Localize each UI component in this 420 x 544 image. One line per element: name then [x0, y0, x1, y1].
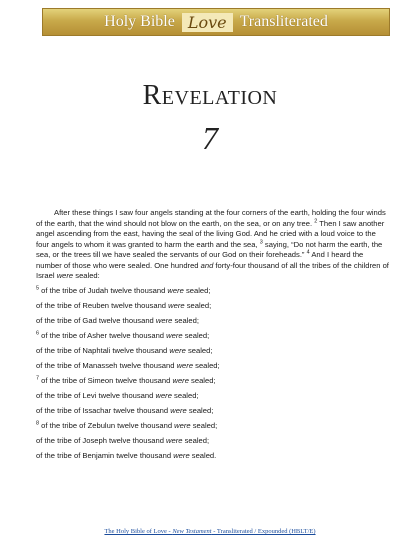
- tribe-text: of the tribe of Simeon twelve thousand: [39, 375, 173, 385]
- italic-word: were: [166, 435, 183, 445]
- tribe-text: of the tribe of Manasseh twelve thousand: [36, 360, 177, 370]
- tribe-line: [36, 361, 390, 372]
- tribe-text: of the tribe of Asher twelve thousand: [39, 330, 167, 340]
- tribe-line: [36, 451, 390, 462]
- tribe-line: [36, 436, 390, 447]
- italic-word: were: [155, 390, 172, 400]
- tribe-end: sealed;: [182, 435, 210, 445]
- verse-1-text: After these things I saw four angels standing at the four corners of the earth, holding the four winds of the earth, that the wind should not blow on the earth, on the sea, or on any tree.: [36, 208, 386, 228]
- tribe-line: [36, 316, 390, 327]
- tribe-line: [36, 331, 390, 342]
- verse-number: 5: [36, 284, 40, 291]
- tribe-text: of the tribe of Benjamin twelve thousand: [36, 450, 174, 460]
- italic-word: were: [170, 405, 187, 415]
- tribe-text: of the tribe of Judah twelve thousand: [39, 285, 168, 295]
- tribe-text: of the tribe of Gad twelve thousand: [36, 315, 156, 325]
- tribe-text: of the tribe of Levi twelve thousand: [36, 390, 156, 400]
- verse-number: 7: [36, 374, 40, 381]
- tribe-end: sealed;: [186, 405, 214, 415]
- tribe-end: sealed;: [183, 285, 211, 295]
- verse-2-text: Then I saw another angel ascending from the east, having the seal of the living God. And he cried with a loud voice to the four angels to whom it was granted to harm the earth and the sea,: [36, 218, 385, 249]
- intro-paragraph: [36, 208, 390, 282]
- tribe-end: sealed;: [184, 300, 212, 310]
- tribe-end: sealed;: [190, 420, 218, 430]
- tribe-line: [36, 286, 390, 297]
- italic-word: were: [176, 360, 194, 370]
- tribe-end: sealed;: [185, 345, 213, 355]
- tribe-text: of the tribe of Naphtali twelve thousand: [36, 345, 170, 355]
- tribe-line: [36, 301, 390, 312]
- italic-word: were: [168, 300, 185, 310]
- chapter-number: 7: [202, 120, 218, 156]
- tribe-end: sealed;: [182, 330, 210, 340]
- italic-word: were: [174, 420, 191, 430]
- tribe-end: sealed;: [193, 360, 220, 370]
- italic-word: were: [173, 450, 190, 460]
- chapter-text: [36, 208, 390, 462]
- verse-4-text-cont: forty-four thousand of all the tribes of the children of Israel: [36, 260, 389, 280]
- footer-post: - Transliterated / Expounded (HBLT/E): [211, 528, 316, 535]
- tribe-end: sealed.: [189, 450, 217, 460]
- tribe-line: [36, 376, 390, 387]
- italic-word: were: [56, 271, 74, 280]
- italic-word: were: [166, 330, 183, 340]
- italic-word: were: [167, 285, 184, 295]
- banner-word-transliterated: Transliterated: [239, 13, 328, 30]
- tribe-line: [36, 391, 390, 402]
- tribe-end: sealed;: [188, 375, 216, 385]
- tribe-text: of the tribe of Joseph twelve thousand: [36, 435, 167, 445]
- banner-word-holy: Holy: [104, 13, 137, 30]
- italic-word: were: [155, 315, 173, 325]
- tribe-line: [36, 421, 390, 432]
- tribe-line: [36, 346, 390, 357]
- italic-word: were: [169, 345, 186, 355]
- verse-number: 4: [306, 249, 310, 256]
- header-banner: [42, 8, 390, 36]
- verse-number: 3: [259, 238, 263, 245]
- footer-link[interactable]: [0, 528, 420, 535]
- tribe-text: of the tribe of Reuben twelve thousand: [36, 300, 169, 310]
- verse-4-text: And I heard the number of those who were sealed. One hundred: [36, 250, 364, 270]
- verse-number: 2: [314, 217, 318, 224]
- italic-word: were: [172, 375, 189, 385]
- verse-3-text: saying, “Do not harm the earth, the sea, or the trees till we have sealed the servants of our God on their foreheads.”: [36, 239, 383, 259]
- tribe-end: sealed;: [172, 315, 199, 325]
- footer-nt: New Testament: [172, 528, 212, 535]
- verse-number: 8: [36, 419, 40, 426]
- tribe-text: of the tribe of Zebulun twelve thousand: [39, 420, 175, 430]
- footer-pre: The Holy Bible of Love -: [104, 528, 173, 535]
- verse-4-text-end: sealed:: [73, 271, 100, 280]
- banner-word-love: Love: [182, 13, 233, 32]
- tribe-end: sealed;: [171, 390, 199, 400]
- italic-word: and: [200, 260, 214, 270]
- tribe-line: [36, 406, 390, 417]
- banner-word-bible: Bible: [140, 13, 175, 30]
- book-title: Revelation: [142, 80, 278, 111]
- tribe-text: of the tribe of Issachar twelve thousand: [36, 405, 171, 415]
- verse-number: 6: [36, 329, 40, 336]
